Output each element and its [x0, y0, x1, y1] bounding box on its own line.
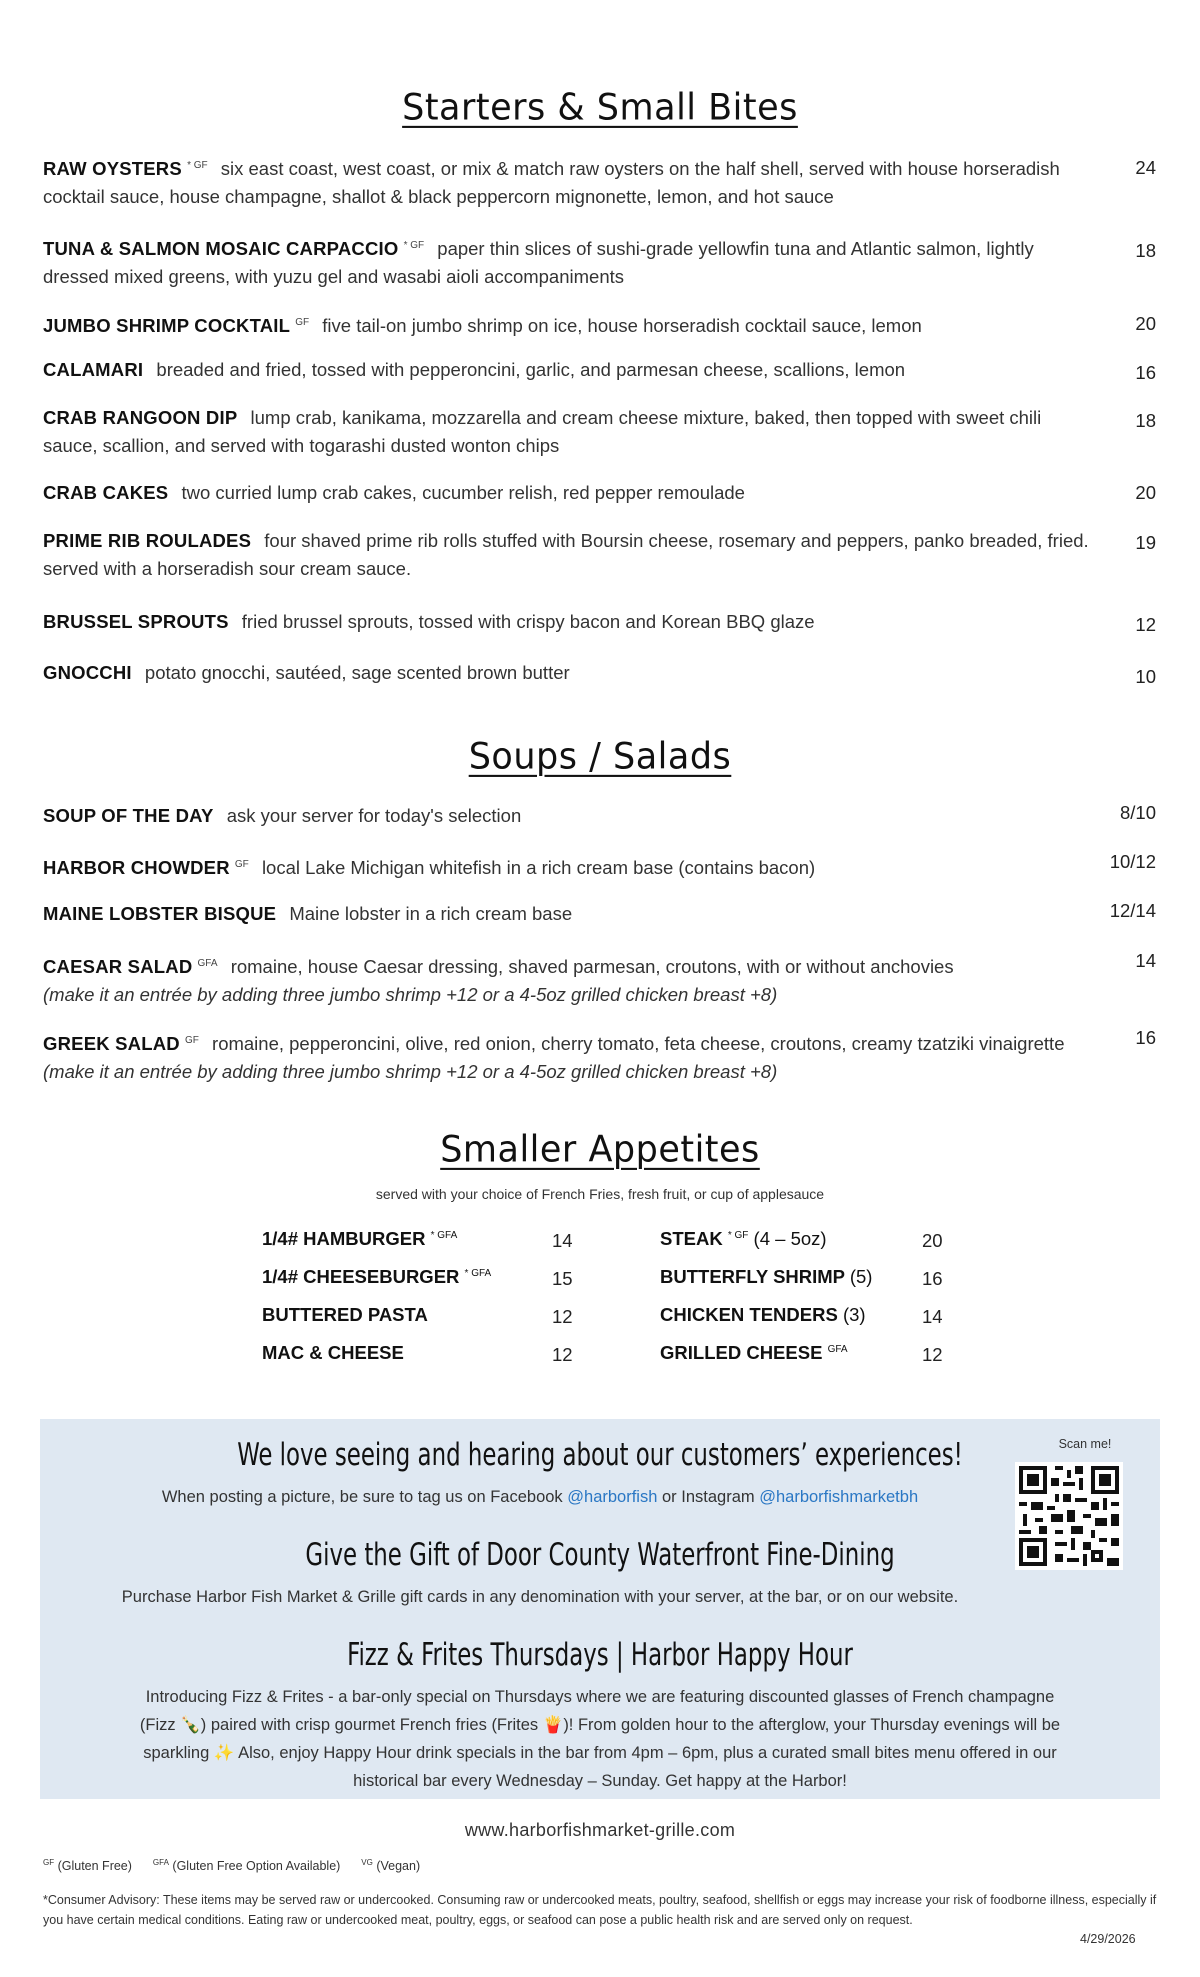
- menu-date: 4/29/2026: [1080, 1932, 1136, 1946]
- legend-tag: GFA: [152, 1858, 169, 1867]
- item-price: 14: [922, 1306, 943, 1327]
- item-price: 12: [552, 1344, 573, 1365]
- item-price: 12: [1135, 614, 1156, 635]
- promo-heading-experiences: We love seeing and hearing about our customers’ experiences!: [237, 1437, 963, 1473]
- soups-title: Soups / Salads: [468, 736, 732, 778]
- item-name: JUMBO SHRIMP COCKTAIL: [43, 315, 291, 337]
- item-tag: * GF: [727, 1229, 749, 1241]
- item-name: CRAB RANGOON DIP: [43, 407, 238, 428]
- item-name: 1/4# CHEESEBURGER: [262, 1266, 460, 1287]
- item-tag: * GF: [403, 240, 425, 251]
- item-price: 12: [922, 1344, 943, 1365]
- item-name: PRIME RIB ROULADES: [43, 530, 252, 551]
- item-name: TUNA & SALMON MOSAIC CARPACCIO: [43, 238, 399, 260]
- promo-line: historical bar every Wednesday – Sunday. Get happy at the Harbor!: [353, 1772, 847, 1790]
- promo-fizz-text: [40, 1683, 1160, 1795]
- consumer-advisory: *Consumer Advisory: These items may be served raw or undercooked. Consuming raw or undercooked meats, poultry, seafood, shellfish or eggs may increase your risk of foodborne illness, especially if you have certain medical conditions. Eating raw or undercooked meat, poultry, eggs, or seafood can pose a public health risk and are served only on request.: [43, 1893, 1157, 1927]
- smaller-title: Smaller Appetites: [440, 1129, 760, 1171]
- item-price: 18: [1135, 410, 1156, 431]
- diet-legend: [43, 1858, 420, 1873]
- item-name: CHICKEN TENDERS: [660, 1304, 838, 1325]
- item-tag: GF: [234, 859, 249, 870]
- item-name: STEAK: [660, 1228, 723, 1249]
- menu-item-gnocchi: [43, 659, 1093, 687]
- legend-gfa: (Gluten Free Option Available): [172, 1859, 341, 1874]
- item-note: (make it an entrée by adding three jumbo shrimp +12 or a 4-5oz grilled chicken breast +8): [43, 984, 778, 1006]
- menu-item-raw-oysters: [43, 152, 1093, 211]
- kids-item: [262, 1342, 404, 1364]
- item-name: CRAB CAKES: [43, 482, 169, 503]
- menu-item-crab-rangoon-dip: [43, 404, 1093, 460]
- item-price: 14: [1135, 950, 1156, 971]
- item-tag: GF: [185, 1035, 199, 1046]
- menu-item-shrimp-cocktail: [43, 309, 1093, 340]
- item-name: SOUP OF THE DAY: [43, 805, 214, 826]
- item-price: 14: [552, 1230, 573, 1251]
- item-price: 20: [1135, 313, 1156, 334]
- item-price: 15: [552, 1268, 573, 1289]
- item-name: CAESAR SALAD: [43, 956, 193, 978]
- smaller-subtitle: served with your choice of French Fries, fresh fruit, or cup of applesauce: [375, 1186, 825, 1202]
- promo-gift-text: Purchase Harbor Fish Market & Grille gift cards in any denomination with your server, at the bar, or on our website.: [121, 1588, 959, 1606]
- kids-item: [262, 1304, 428, 1326]
- item-desc: six east coast, west coast, or mix & match raw oysters on the half shell, served with house horseradish cocktail sauce, house champagne, shallot & black peppercorn mignonette, lemon, and hot sauce: [43, 158, 1060, 208]
- item-name: BRUSSEL SPROUTS: [43, 611, 229, 632]
- item-name: MAINE LOBSTER BISQUE: [43, 903, 277, 924]
- item-tag: GFA: [827, 1343, 848, 1355]
- legend-tag: VG: [361, 1858, 373, 1867]
- item-qty: (4 – 5oz): [753, 1228, 827, 1249]
- item-price: 16: [1135, 1027, 1156, 1048]
- item-tag: * GFA: [464, 1267, 492, 1279]
- item-desc: five tail-on jumbo shrimp on ice, house horseradish cocktail sauce, lemon: [322, 315, 922, 337]
- item-price: 16: [922, 1268, 943, 1289]
- item-desc: breaded and fried, tossed with pepperoncini, garlic, and parmesan cheese, scallions, lemon: [156, 359, 906, 380]
- starters-title: Starters & Small Bites: [402, 87, 798, 129]
- item-price: 18: [1135, 240, 1156, 261]
- item-name: 1/4# HAMBURGER: [262, 1228, 426, 1249]
- item-price: 10: [1135, 666, 1156, 687]
- item-desc: fried brussel sprouts, tossed with crispy bacon and Korean BBQ glaze: [241, 611, 815, 632]
- item-name: RAW OYSTERS: [43, 158, 182, 180]
- menu-item-brussel-sprouts: [43, 608, 1093, 636]
- item-price: 20: [922, 1230, 943, 1251]
- kids-item: [660, 1228, 827, 1250]
- promo-line: Introducing Fizz & Frites - a bar-only special on Thursdays where we are featuring discounted glasses of French champagne: [145, 1688, 1055, 1706]
- qr-code-icon[interactable]: [1015, 1462, 1123, 1570]
- item-price: 12/14: [1109, 900, 1156, 921]
- menu-item-soup-of-the-day: [43, 802, 1093, 830]
- item-tag: GF: [295, 317, 310, 328]
- menu-item-carpaccio: [43, 232, 1093, 291]
- promo-social-text: [40, 1483, 1040, 1511]
- promo-heading-gift: Give the Gift of Door County Waterfront Fine-Dining: [305, 1537, 895, 1573]
- kids-item: [262, 1228, 457, 1250]
- menu-item-greek-salad: [43, 1027, 1093, 1086]
- scan-label: Scan me!: [1058, 1437, 1112, 1451]
- item-desc: potato gnocchi, sautéed, sage scented brown butter: [144, 662, 570, 683]
- item-name: GREEK SALAD: [43, 1033, 180, 1055]
- item-price: 12: [552, 1306, 573, 1327]
- item-desc: local Lake Michigan whitefish in a rich cream base (contains bacon): [261, 857, 816, 879]
- item-name: MAC & CHEESE: [262, 1342, 404, 1363]
- promo-line: sparkling ✨ Also, enjoy Happy Hour drink specials in the bar from 4pm – 6pm, plus a curated small bites menu offered in our: [143, 1744, 1057, 1762]
- item-tag: * GF: [187, 160, 208, 171]
- instagram-link[interactable]: @harborfishmarketbh: [759, 1488, 919, 1506]
- menu-item-calamari: [43, 356, 1093, 384]
- item-name: HARBOR CHOWDER: [43, 857, 230, 879]
- promo-text: When posting a picture, be sure to tag us on Facebook: [161, 1488, 563, 1506]
- item-note: (make it an entrée by adding three jumbo shrimp +12 or a 4-5oz grilled chicken breast +8): [43, 1061, 778, 1083]
- item-name: CALAMARI: [43, 359, 144, 380]
- item-desc: romaine, house Caesar dressing, shaved parmesan, croutons, with or without anchovies: [230, 956, 954, 978]
- legend-vg: (Vegan): [376, 1859, 421, 1874]
- item-price: 24: [1135, 157, 1156, 178]
- item-desc: romaine, pepperoncini, olive, red onion, cherry tomato, feta cheese, croutons, creamy tzatziki vinaigrette: [212, 1033, 1065, 1055]
- item-desc: Maine lobster in a rich cream base: [289, 903, 573, 924]
- item-name: GRILLED CHEESE: [660, 1342, 823, 1363]
- menu-item-harbor-chowder: [43, 851, 1093, 882]
- item-qty: (5): [849, 1266, 873, 1287]
- menu-item-crab-cakes: [43, 479, 1093, 507]
- item-desc: ask your server for today's selection: [226, 805, 522, 826]
- facebook-link[interactable]: @harborfish: [567, 1488, 658, 1506]
- promo-box: [40, 1419, 1160, 1799]
- item-price: 8/10: [1119, 802, 1156, 823]
- kids-item: [660, 1304, 866, 1326]
- menu-item-prime-rib-roulades: [43, 527, 1093, 583]
- item-price: 19: [1135, 532, 1156, 553]
- item-name: BUTTERFLY SHRIMP: [660, 1266, 845, 1287]
- item-price: 10/12: [1109, 851, 1156, 872]
- promo-line: (Fizz 🍾) paired with crisp gourmet French fries (Frites 🍟)! From golden hour to the afterglow, your Thursday evenings will be: [139, 1716, 1061, 1734]
- kids-item: [660, 1342, 848, 1364]
- legend-gf: (Gluten Free): [57, 1859, 132, 1874]
- promo-heading-fizz: Fizz & Frites Thursdays | Harbor Happy Hour: [347, 1637, 853, 1673]
- item-desc: lump crab, kanikama, mozzarella and cream cheese mixture, baked, then topped with sweet chili sauce, scallion, and served with togarashi dusted wonton chips: [43, 407, 1042, 456]
- item-tag: GFA: [197, 958, 218, 969]
- item-price: 20: [1135, 482, 1156, 503]
- kids-item: [660, 1266, 872, 1288]
- menu-item-caesar-salad: [43, 950, 1093, 1009]
- item-name: GNOCCHI: [43, 662, 132, 683]
- item-desc: paper thin slices of sushi-grade yellowfin tuna and Atlantic salmon, lightly dressed mixed greens, with yuzu gel and wasabi aioli accompaniments: [43, 238, 1034, 288]
- kids-item: [262, 1266, 491, 1288]
- item-desc: four shaved prime rib rolls stuffed with Boursin cheese, rosemary and peppers, panko breaded, fried. served with a horseradish sour cream sauce.: [43, 530, 1089, 579]
- item-qty: (3): [842, 1304, 866, 1325]
- item-price: 16: [1135, 362, 1156, 383]
- item-tag: * GFA: [430, 1229, 458, 1241]
- legend-tag: GF: [43, 1858, 55, 1867]
- item-name: BUTTERED PASTA: [262, 1304, 428, 1325]
- menu-item-lobster-bisque: [43, 900, 1093, 928]
- item-desc: two curried lump crab cakes, cucumber relish, red pepper remoulade: [181, 482, 745, 503]
- website-link[interactable]: www.harborfishmarket-grille.com: [464, 1820, 736, 1840]
- promo-text: or Instagram: [662, 1488, 755, 1506]
